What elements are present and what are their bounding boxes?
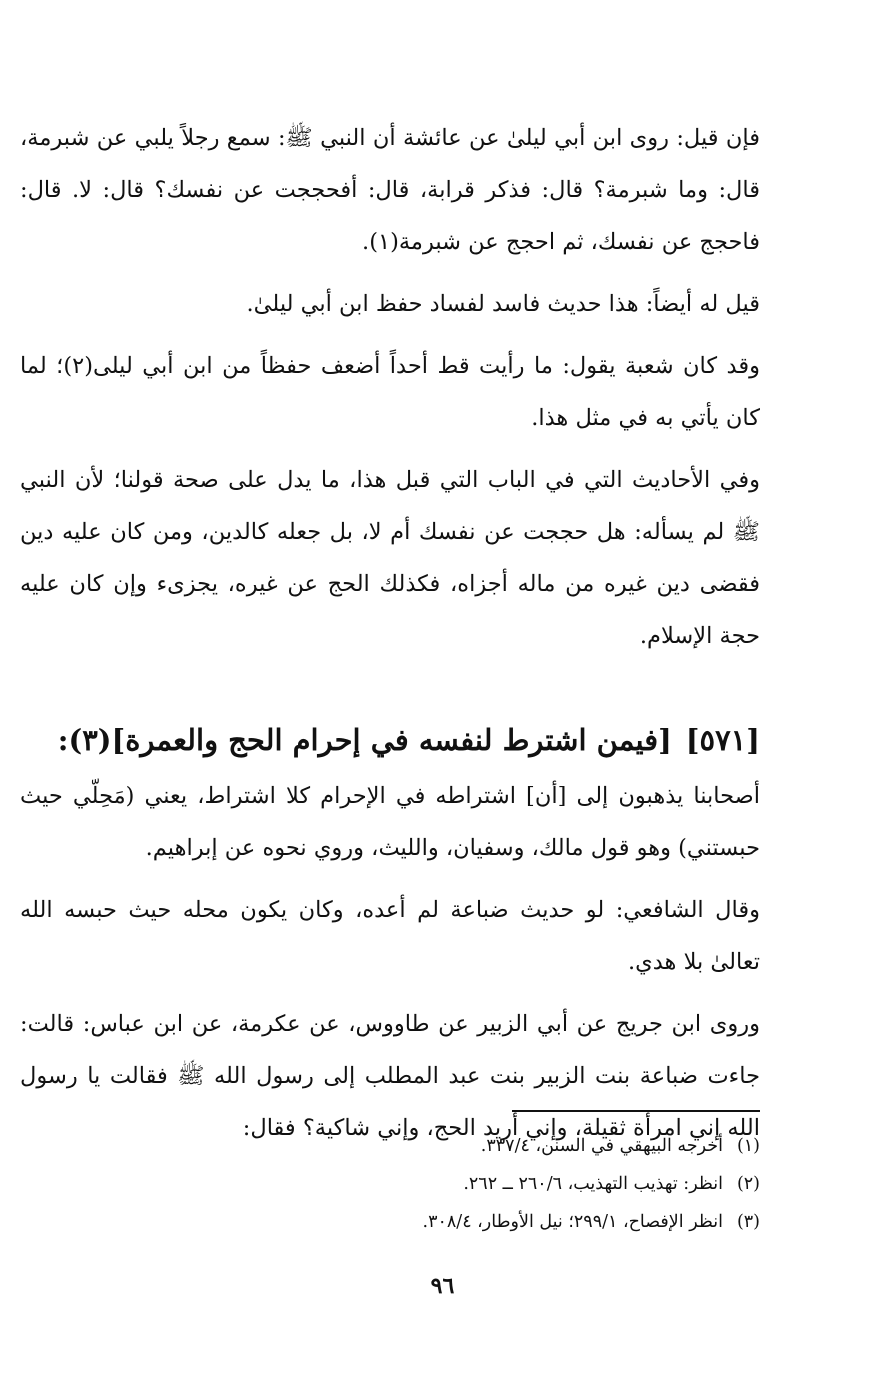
footnote-1 [120, 1127, 760, 1165]
paragraph-1: فإن قيل: روى ابن أبي ليلىٰ عن عائشة أن النبي ﷺ: سمع رجلاً يلبي عن شبرمة، قال: وما شبرمة؟ قال: فذكر قرابة، قال: أفحججت عن نفسك؟ قال: لا. قال: فاحجج عن نفسك، ثم احجج عن شبرمة(١). [20, 125, 760, 255]
footnote-text: انظر الإفصاح، ٢٩٩/١؛ نيل الأوطار، ٣٠٨/٤. [422, 1212, 723, 1232]
section-paragraph-1: أصحابنا يذهبون إلى [أن] اشتراطه في الإحرام كلا اشتراط، يعني (مَحِلّي حيث حبستني) وهو قول مالك، وسفيان، والليث، وروي نحوه عن إبراهيم. [20, 783, 760, 861]
paragraph-2: قيل له أيضاً: هذا حديث فاسد لفساد حفظ ابن أبي ليلىٰ. [246, 291, 760, 317]
footnote-2 [120, 1165, 760, 1203]
section-paragraph-3: وروى ابن جريج عن أبي الزبير عن طاووس، عن عكرمة، عن ابن عباس: قالت: جاءت ضباعة بنت الزبير بنت عبد المطلب إلى رسول الله ﷺ فقالت يا رسول الله إني امرأة ثقيلة، وإني أريد الحج، وإني شاكية؟ فقال: [20, 1011, 760, 1141]
footnote-number: (٣) [736, 1212, 760, 1232]
section-heading [20, 710, 760, 770]
footnote-number: (٢) [736, 1174, 760, 1194]
footnotes [120, 1127, 760, 1241]
paragraph-4: وفي الأحاديث التي في الباب التي قبل هذا، ما يدل على صحة قولنا؛ لأن النبي ﷺ لم يسأله: هل حججت عن نفسك أم لا، بل جعله كالدين، ومن كان عليه دين فقضى دين غيره من ماله أجزاه، فكذلك الحج عن غيره، يجزىء وإن كان عليه حجة الإسلام. [20, 467, 760, 649]
section-number: [٥٧١] [685, 723, 760, 757]
section-title: [فيمن اشترط لنفسه في إحرام الحج والعمرة](٣): [57, 723, 672, 757]
footnote-text: انظر: تهذيب التهذيب، ٢٦٠/٦ ــ ٢٦٢. [463, 1174, 723, 1194]
footnote-number: (١) [736, 1136, 760, 1156]
page-number: ٩٦ [430, 1273, 455, 1299]
main-text [20, 112, 760, 1164]
paragraph-3: وقد كان شعبة يقول: ما رأيت قط أحداً أضعف حفظاً من ابن أبي ليلى(٢)؛ لما كان يأتي به في مثل هذا. [20, 353, 760, 431]
footnote-divider [512, 1110, 760, 1112]
footnote-3 [120, 1203, 760, 1241]
section-paragraph-2: وقال الشافعي: لو حديث ضباعة لم أعده، وكان يكون محله حيث حبسه الله تعالىٰ بلا هدي. [20, 897, 760, 975]
footnote-text: أخرجه البيهقي في السنن، ٣٣٧/٤. [480, 1136, 723, 1156]
